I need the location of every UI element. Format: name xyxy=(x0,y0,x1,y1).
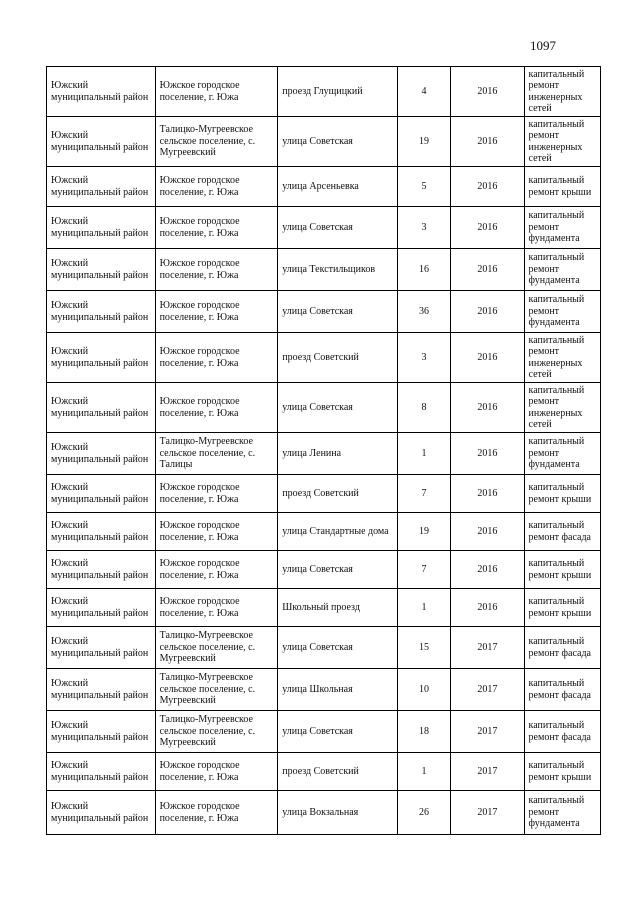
year-cell: 2017 xyxy=(451,627,524,669)
table-row xyxy=(47,669,601,711)
street-cell: проезд Советский xyxy=(278,475,398,513)
district-cell: Южский муниципальный район xyxy=(47,383,156,433)
settlement-cell: Южское городское поселение, г. Южа xyxy=(155,249,278,291)
district-cell: Южский муниципальный район xyxy=(47,207,156,249)
work-type-cell: капитальный ремонт фасада xyxy=(524,711,600,753)
table-row xyxy=(47,333,601,383)
district-cell: Южский муниципальный район xyxy=(47,753,156,791)
house-number-cell: 26 xyxy=(397,791,450,835)
settlement-cell: Талицко-Мугреевское сельское поселение, с. Мугреевский xyxy=(155,669,278,711)
settlement-cell: Талицко-Мугреевское сельское поселение, с. Мугреевский xyxy=(155,711,278,753)
house-number-cell: 15 xyxy=(397,627,450,669)
district-cell: Южский муниципальный район xyxy=(47,167,156,207)
work-type-cell: капитальный ремонт крыши xyxy=(524,589,600,627)
year-cell: 2016 xyxy=(451,513,524,551)
year-cell: 2016 xyxy=(451,291,524,333)
house-number-cell: 36 xyxy=(397,291,450,333)
street-cell: улица Арсеньевка xyxy=(278,167,398,207)
year-cell: 2017 xyxy=(451,753,524,791)
house-number-cell: 3 xyxy=(397,333,450,383)
year-cell: 2016 xyxy=(451,589,524,627)
settlement-cell: Южское городское поселение, г. Южа xyxy=(155,383,278,433)
house-number-cell: 4 xyxy=(397,67,450,117)
work-type-cell: капитальный ремонт инженерных сетей xyxy=(524,67,600,117)
year-cell: 2017 xyxy=(451,711,524,753)
year-cell: 2016 xyxy=(451,67,524,117)
settlement-cell: Южское городское поселение, г. Южа xyxy=(155,791,278,835)
street-cell: проезд Советский xyxy=(278,333,398,383)
street-cell: проезд Глущицкий xyxy=(278,67,398,117)
work-type-cell: капитальный ремонт фундамента xyxy=(524,433,600,475)
table-row xyxy=(47,551,601,589)
year-cell: 2016 xyxy=(451,333,524,383)
district-cell: Южский муниципальный район xyxy=(47,627,156,669)
street-cell: улица Стандартные дома xyxy=(278,513,398,551)
year-cell: 2016 xyxy=(451,207,524,249)
settlement-cell: Талицко-Мугреевское сельское поселение, с. Мугреевский xyxy=(155,117,278,167)
work-type-cell: капитальный ремонт фасада xyxy=(524,513,600,551)
street-cell: улица Школьная xyxy=(278,669,398,711)
year-cell: 2016 xyxy=(451,383,524,433)
settlement-cell: Южское городское поселение, г. Южа xyxy=(155,475,278,513)
year-cell: 2016 xyxy=(451,117,524,167)
house-number-cell: 1 xyxy=(397,433,450,475)
settlement-cell: Южское городское поселение, г. Южа xyxy=(155,291,278,333)
street-cell: улица Вокзальная xyxy=(278,791,398,835)
settlement-cell: Южское городское поселение, г. Южа xyxy=(155,67,278,117)
table-row xyxy=(47,627,601,669)
work-type-cell: капитальный ремонт крыши xyxy=(524,753,600,791)
work-type-cell: капитальный ремонт инженерных сетей xyxy=(524,333,600,383)
house-number-cell: 19 xyxy=(397,513,450,551)
street-cell: Школьный проезд xyxy=(278,589,398,627)
table-row xyxy=(47,475,601,513)
work-type-cell: капитальный ремонт крыши xyxy=(524,167,600,207)
year-cell: 2017 xyxy=(451,669,524,711)
street-cell: улица Ленина xyxy=(278,433,398,475)
table-row xyxy=(47,513,601,551)
work-type-cell: капитальный ремонт фундамента xyxy=(524,249,600,291)
district-cell: Южский муниципальный район xyxy=(47,669,156,711)
house-number-cell: 1 xyxy=(397,589,450,627)
year-cell: 2016 xyxy=(451,167,524,207)
table-row xyxy=(47,207,601,249)
work-type-cell: капитальный ремонт фундамента xyxy=(524,207,600,249)
settlement-cell: Южское городское поселение, г. Южа xyxy=(155,207,278,249)
settlement-cell: Талицко-Мугреевское сельское поселение, с. Мугреевский xyxy=(155,627,278,669)
house-number-cell: 1 xyxy=(397,753,450,791)
district-cell: Южский муниципальный район xyxy=(47,291,156,333)
work-type-cell: капитальный ремонт инженерных сетей xyxy=(524,383,600,433)
table-row xyxy=(47,67,601,117)
district-cell: Южский муниципальный район xyxy=(47,433,156,475)
settlement-cell: Южское городское поселение, г. Южа xyxy=(155,513,278,551)
district-cell: Южский муниципальный район xyxy=(47,249,156,291)
district-cell: Южский муниципальный район xyxy=(47,117,156,167)
settlement-cell: Южское городское поселение, г. Южа xyxy=(155,589,278,627)
table-row xyxy=(47,589,601,627)
house-number-cell: 16 xyxy=(397,249,450,291)
year-cell: 2017 xyxy=(451,791,524,835)
district-cell: Южский муниципальный район xyxy=(47,67,156,117)
year-cell: 2016 xyxy=(451,475,524,513)
table-row xyxy=(47,167,601,207)
street-cell: улица Советская xyxy=(278,711,398,753)
settlement-cell: Южское городское поселение, г. Южа xyxy=(155,333,278,383)
work-type-cell: капитальный ремонт фундамента xyxy=(524,291,600,333)
work-type-cell: капитальный ремонт фасада xyxy=(524,669,600,711)
housing-repair-table xyxy=(46,66,601,835)
settlement-cell: Южское городское поселение, г. Южа xyxy=(155,753,278,791)
street-cell: улица Советская xyxy=(278,383,398,433)
table-row xyxy=(47,117,601,167)
table-row xyxy=(47,791,601,835)
street-cell: улица Текстильщиков xyxy=(278,249,398,291)
settlement-cell: Южское городское поселение, г. Южа xyxy=(155,167,278,207)
table-row xyxy=(47,291,601,333)
table-row xyxy=(47,249,601,291)
work-type-cell: капитальный ремонт фасада xyxy=(524,627,600,669)
table-row xyxy=(47,711,601,753)
street-cell: улица Советская xyxy=(278,207,398,249)
house-number-cell: 3 xyxy=(397,207,450,249)
house-number-cell: 8 xyxy=(397,383,450,433)
house-number-cell: 7 xyxy=(397,551,450,589)
street-cell: проезд Советский xyxy=(278,753,398,791)
work-type-cell: капитальный ремонт инженерных сетей xyxy=(524,117,600,167)
house-number-cell: 5 xyxy=(397,167,450,207)
street-cell: улица Советская xyxy=(278,627,398,669)
table-row xyxy=(47,433,601,475)
house-number-cell: 7 xyxy=(397,475,450,513)
district-cell: Южский муниципальный район xyxy=(47,791,156,835)
district-cell: Южский муниципальный район xyxy=(47,551,156,589)
district-cell: Южский муниципальный район xyxy=(47,589,156,627)
work-type-cell: капитальный ремонт крыши xyxy=(524,475,600,513)
district-cell: Южский муниципальный район xyxy=(47,711,156,753)
street-cell: улица Советская xyxy=(278,291,398,333)
district-cell: Южский муниципальный район xyxy=(47,333,156,383)
settlement-cell: Талицко-Мугреевское сельское поселение, с. Талицы xyxy=(155,433,278,475)
street-cell: улица Советская xyxy=(278,117,398,167)
street-cell: улица Советская xyxy=(278,551,398,589)
table-row xyxy=(47,753,601,791)
year-cell: 2016 xyxy=(451,433,524,475)
work-type-cell: капитальный ремонт фундамента xyxy=(524,791,600,835)
settlement-cell: Южское городское поселение, г. Южа xyxy=(155,551,278,589)
year-cell: 2016 xyxy=(451,551,524,589)
district-cell: Южский муниципальный район xyxy=(47,475,156,513)
work-type-cell: капитальный ремонт крыши xyxy=(524,551,600,589)
house-number-cell: 19 xyxy=(397,117,450,167)
house-number-cell: 18 xyxy=(397,711,450,753)
table-row xyxy=(47,383,601,433)
page-number: 1097 xyxy=(530,38,556,53)
house-number-cell: 10 xyxy=(397,669,450,711)
year-cell: 2016 xyxy=(451,249,524,291)
district-cell: Южский муниципальный район xyxy=(47,513,156,551)
